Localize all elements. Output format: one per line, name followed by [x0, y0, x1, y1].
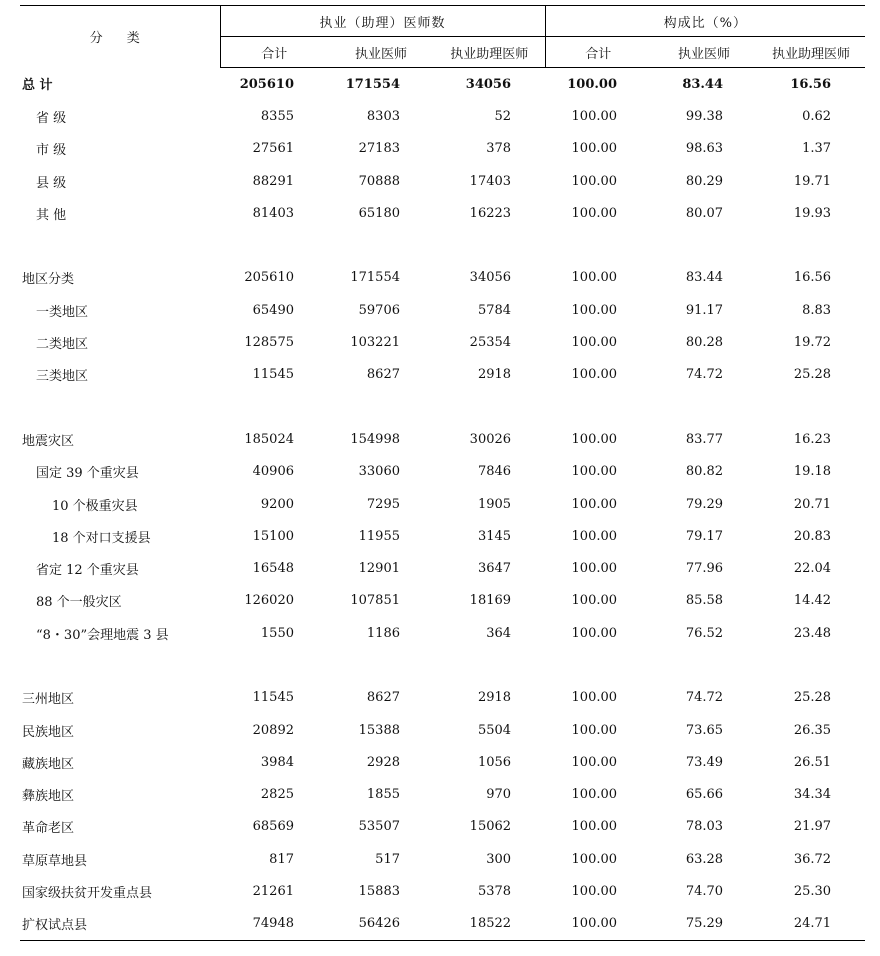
table-row — [20, 682, 865, 714]
cell-assistant: 52 — [494, 108, 512, 124]
cell-ratio-practicing: 80.82 — [685, 464, 724, 480]
row-label: 一类地区 — [36, 304, 89, 320]
table-row — [20, 714, 865, 746]
cell-ratio-assistant: 22.04 — [793, 561, 832, 577]
cell-practicing: 1855 — [366, 787, 400, 803]
cell-ratio-practicing: 83.44 — [685, 270, 724, 286]
cell-ratio-practicing: 79.29 — [685, 496, 724, 512]
cell-practicing: 11955 — [358, 528, 400, 544]
row-label: 革命老区 — [22, 821, 75, 837]
cell-assistant: 15062 — [469, 819, 512, 835]
cell-ratio-total: 100.00 — [571, 593, 618, 609]
spacer-row — [20, 229, 865, 261]
cell-total: 3984 — [260, 754, 294, 770]
cell-ratio-practicing: 79.17 — [685, 528, 724, 544]
col-header-total: 合计 — [220, 37, 328, 68]
cell-ratio-practicing: 83.77 — [685, 431, 724, 447]
cell-assistant: 364 — [486, 625, 512, 641]
cell-assistant: 3145 — [477, 528, 512, 544]
cell-assistant: 18522 — [434, 908, 545, 941]
cell-ratio-total: 100.00 — [571, 335, 618, 351]
table-row — [20, 133, 865, 165]
cell-assistant: 5784 — [477, 302, 512, 318]
cell-total: 68569 — [252, 819, 294, 835]
cell-ratio-assistant: 34.34 — [793, 787, 832, 803]
table-row — [20, 746, 865, 778]
row-label: 国家级扶贫开发重点县 — [22, 886, 153, 902]
table-row — [20, 197, 865, 229]
cell-practicing: 103221 — [350, 335, 400, 351]
table-row — [20, 262, 865, 294]
cell-ratio-practicing: 80.29 — [685, 173, 724, 189]
cell-ratio-practicing: 75.29 — [651, 908, 757, 941]
cell-ratio-total: 100.00 — [571, 787, 618, 803]
cell-ratio-assistant: 16.56 — [790, 76, 832, 92]
row-label: 地区分类 — [22, 272, 75, 288]
cell-practicing: 2928 — [366, 754, 400, 770]
cell-practicing: 171554 — [345, 76, 400, 92]
cell-practicing: 12901 — [358, 561, 400, 577]
cell-practicing: 7295 — [366, 496, 400, 512]
cell-assistant: 2918 — [477, 367, 512, 383]
cell-ratio-total: 100.00 — [571, 884, 618, 900]
cell-ratio-assistant: 16.23 — [793, 431, 832, 447]
cell-ratio-total: 100.00 — [571, 205, 618, 221]
cell-ratio-total: 100.00 — [571, 431, 618, 447]
cell-total: 20892 — [252, 722, 294, 738]
cell-practicing: 15388 — [358, 722, 400, 738]
table-row — [20, 520, 865, 552]
cell-total: 185024 — [244, 431, 294, 447]
cell-total: 74948 — [220, 908, 328, 941]
cell-practicing: 15883 — [358, 884, 400, 900]
cell-ratio-total: 100.00 — [571, 302, 618, 318]
cell-total: 88291 — [252, 173, 294, 189]
table-row — [20, 359, 865, 391]
row-label: 二类地区 — [36, 337, 89, 353]
row-label: 总 计 — [22, 78, 53, 94]
cell-practicing: 65180 — [358, 205, 400, 221]
row-label: 10 个极重灾县 — [52, 498, 138, 514]
cell-total: 2825 — [260, 787, 294, 803]
cell-ratio-total: 100.00 — [571, 722, 618, 738]
row-label: 其 他 — [36, 207, 67, 223]
spacer-cell — [20, 649, 865, 681]
table-row — [20, 294, 865, 326]
cell-ratio-assistant: 8.83 — [802, 302, 832, 318]
table-row — [20, 811, 865, 843]
table-row — [20, 456, 865, 488]
cell-ratio-total: 100.00 — [571, 819, 618, 835]
cell-ratio-assistant: 20.71 — [793, 496, 832, 512]
cell-total: 817 — [269, 851, 294, 867]
physician-stats-table — [20, 5, 865, 941]
cell-ratio-total: 100.00 — [571, 464, 618, 480]
cell-ratio-practicing: 99.38 — [685, 108, 724, 124]
cell-ratio-total: 100.00 — [571, 690, 618, 706]
cell-ratio-practicing: 74.72 — [685, 690, 724, 706]
table-row — [20, 585, 865, 617]
row-label: 县 级 — [36, 175, 67, 191]
cell-ratio-assistant: 19.71 — [793, 173, 832, 189]
cell-total: 11545 — [252, 690, 294, 706]
cell-assistant: 2918 — [477, 690, 512, 706]
cell-total: 15100 — [252, 528, 294, 544]
cell-ratio-total: 100.00 — [571, 173, 618, 189]
cell-practicing: 33060 — [358, 464, 400, 480]
row-label: 省 级 — [36, 110, 67, 126]
table-row — [20, 843, 865, 875]
row-label: 18 个对口支援县 — [52, 530, 151, 546]
cell-ratio-total: 100.00 — [571, 108, 618, 124]
cell-ratio-assistant: 19.18 — [793, 464, 832, 480]
table-row — [20, 908, 865, 941]
spacer-cell — [20, 229, 865, 261]
col-header-ratio-assistant: 执业助理医师 — [757, 37, 865, 68]
document-page — [20, 5, 865, 941]
cell-ratio-assistant: 16.56 — [793, 270, 832, 286]
cell-practicing: 171554 — [350, 270, 400, 286]
cell-assistant: 3647 — [477, 561, 512, 577]
row-label: 草原草地县 — [22, 853, 88, 869]
cell-ratio-assistant: 19.72 — [793, 335, 832, 351]
cell-assistant: 1905 — [477, 496, 512, 512]
cell-ratio-practicing: 91.17 — [685, 302, 724, 318]
table-row — [20, 165, 865, 197]
spacer-cell — [20, 391, 865, 423]
cell-ratio-total: 100.00 — [571, 851, 618, 867]
cell-ratio-practicing: 77.96 — [685, 561, 724, 577]
col-header-assistant: 执业助理医师 — [434, 37, 545, 68]
cell-practicing: 8303 — [366, 108, 400, 124]
row-label: 88 个一般灾区 — [36, 595, 122, 611]
cell-assistant: 34056 — [469, 270, 512, 286]
cell-total: 205610 — [239, 76, 294, 92]
cell-ratio-practicing: 83.44 — [682, 76, 724, 92]
cell-total: 126020 — [244, 593, 294, 609]
spacer-row — [20, 649, 865, 681]
cell-assistant: 25354 — [469, 335, 512, 351]
cell-ratio-assistant: 0.62 — [802, 108, 832, 124]
cell-total: 128575 — [244, 335, 294, 351]
cell-ratio-total: 100.00 — [571, 625, 618, 641]
spacer-row — [20, 391, 865, 423]
table-row — [20, 326, 865, 358]
cell-total: 27561 — [252, 141, 294, 157]
cell-ratio-assistant: 14.42 — [793, 593, 832, 609]
cell-ratio-assistant: 23.48 — [793, 625, 832, 641]
cell-assistant: 5378 — [477, 884, 512, 900]
cell-practicing: 56426 — [328, 908, 434, 941]
cell-total: 1550 — [260, 625, 294, 641]
cell-assistant: 17403 — [469, 173, 512, 189]
table-row — [20, 68, 865, 101]
cell-total: 205610 — [244, 270, 294, 286]
cell-assistant: 7846 — [477, 464, 512, 480]
cell-ratio-practicing: 73.49 — [685, 754, 724, 770]
cell-ratio-practicing: 80.07 — [685, 205, 724, 221]
cell-ratio-practicing: 85.58 — [685, 593, 724, 609]
cell-ratio-assistant: 26.35 — [793, 722, 832, 738]
cell-total: 8355 — [260, 108, 294, 124]
cell-practicing: 27183 — [358, 141, 400, 157]
cell-assistant: 34056 — [465, 76, 512, 92]
cell-assistant: 378 — [486, 141, 512, 157]
table-row — [20, 100, 865, 132]
cell-ratio-assistant: 20.83 — [793, 528, 832, 544]
cell-ratio-total: 100.00 — [571, 270, 618, 286]
row-label: 国定 39 个重灾县 — [36, 466, 139, 482]
row-label: 市 级 — [36, 143, 67, 159]
cell-ratio-total: 100.00 — [571, 367, 618, 383]
cell-ratio-total: 100.00 — [571, 754, 618, 770]
cell-practicing: 154998 — [350, 431, 400, 447]
cell-practicing: 70888 — [358, 173, 400, 189]
cell-ratio-total: 100.00 — [571, 561, 618, 577]
composition-ratio-group-header: 构成比（%） — [545, 6, 865, 37]
cell-ratio-total: 100.00 — [545, 908, 651, 941]
cell-practicing: 8627 — [366, 367, 400, 383]
row-label: 扩权试点县 — [20, 908, 220, 941]
cell-ratio-assistant: 1.37 — [802, 141, 832, 157]
table-row — [20, 488, 865, 520]
row-label: 三类地区 — [36, 369, 89, 385]
col-header-ratio-practicing: 执业医师 — [651, 37, 757, 68]
cell-ratio-practicing: 74.72 — [685, 367, 724, 383]
cell-ratio-total: 100.00 — [571, 141, 618, 157]
cell-ratio-practicing: 80.28 — [685, 335, 724, 351]
cell-assistant: 30026 — [469, 431, 512, 447]
cell-ratio-practicing: 98.63 — [685, 141, 724, 157]
cell-total: 21261 — [252, 884, 294, 900]
category-header: 分 类 — [20, 6, 220, 68]
cell-total: 9200 — [260, 496, 294, 512]
col-header-ratio-total: 合计 — [545, 37, 651, 68]
cell-ratio-assistant: 25.30 — [793, 884, 832, 900]
cell-ratio-total: 100.00 — [571, 528, 618, 544]
cell-ratio-assistant: 25.28 — [793, 690, 832, 706]
row-label: 省定 12 个重灾县 — [36, 563, 139, 579]
cell-total: 11545 — [252, 367, 294, 383]
cell-practicing: 517 — [375, 851, 400, 867]
cell-ratio-assistant: 21.97 — [793, 819, 832, 835]
cell-assistant: 16223 — [469, 205, 512, 221]
table-body — [20, 68, 865, 941]
cell-assistant: 5504 — [477, 722, 512, 738]
cell-ratio-total: 100.00 — [571, 496, 618, 512]
table-row — [20, 779, 865, 811]
table-row — [20, 552, 865, 584]
cell-ratio-practicing: 65.66 — [685, 787, 724, 803]
cell-ratio-practicing: 63.28 — [685, 851, 724, 867]
cell-practicing: 59706 — [358, 302, 400, 318]
cell-ratio-assistant: 36.72 — [793, 851, 832, 867]
cell-practicing: 107851 — [350, 593, 400, 609]
row-label: “8・30”会理地震 3 县 — [36, 627, 169, 643]
physician-count-group-header: 执业（助理）医师数 — [220, 6, 545, 37]
cell-assistant: 300 — [486, 851, 512, 867]
cell-ratio-practicing: 76.52 — [685, 625, 724, 641]
row-label: 地震灾区 — [22, 433, 75, 449]
cell-assistant: 18169 — [469, 593, 512, 609]
cell-ratio-total: 100.00 — [567, 76, 618, 92]
table-row — [20, 617, 865, 649]
cell-total: 81403 — [252, 205, 294, 221]
cell-assistant: 1056 — [477, 754, 512, 770]
cell-ratio-practicing: 73.65 — [685, 722, 724, 738]
cell-ratio-assistant: 19.93 — [793, 205, 832, 221]
cell-total: 40906 — [252, 464, 294, 480]
cell-practicing: 53507 — [358, 819, 400, 835]
row-label: 藏族地区 — [22, 756, 75, 772]
cell-ratio-assistant: 25.28 — [793, 367, 832, 383]
cell-practicing: 8627 — [366, 690, 400, 706]
cell-assistant: 970 — [486, 787, 512, 803]
cell-ratio-assistant: 26.51 — [793, 754, 832, 770]
table-row — [20, 875, 865, 907]
cell-total: 16548 — [252, 561, 294, 577]
cell-ratio-practicing: 78.03 — [685, 819, 724, 835]
row-label: 彝族地区 — [22, 789, 75, 805]
cell-practicing: 1186 — [366, 625, 400, 641]
table-row — [20, 423, 865, 455]
cell-ratio-practicing: 74.70 — [685, 884, 724, 900]
row-label: 民族地区 — [22, 724, 75, 740]
cell-ratio-assistant: 24.71 — [757, 908, 865, 941]
row-label: 三州地区 — [22, 692, 75, 708]
cell-total: 65490 — [252, 302, 294, 318]
col-header-practicing: 执业医师 — [328, 37, 434, 68]
